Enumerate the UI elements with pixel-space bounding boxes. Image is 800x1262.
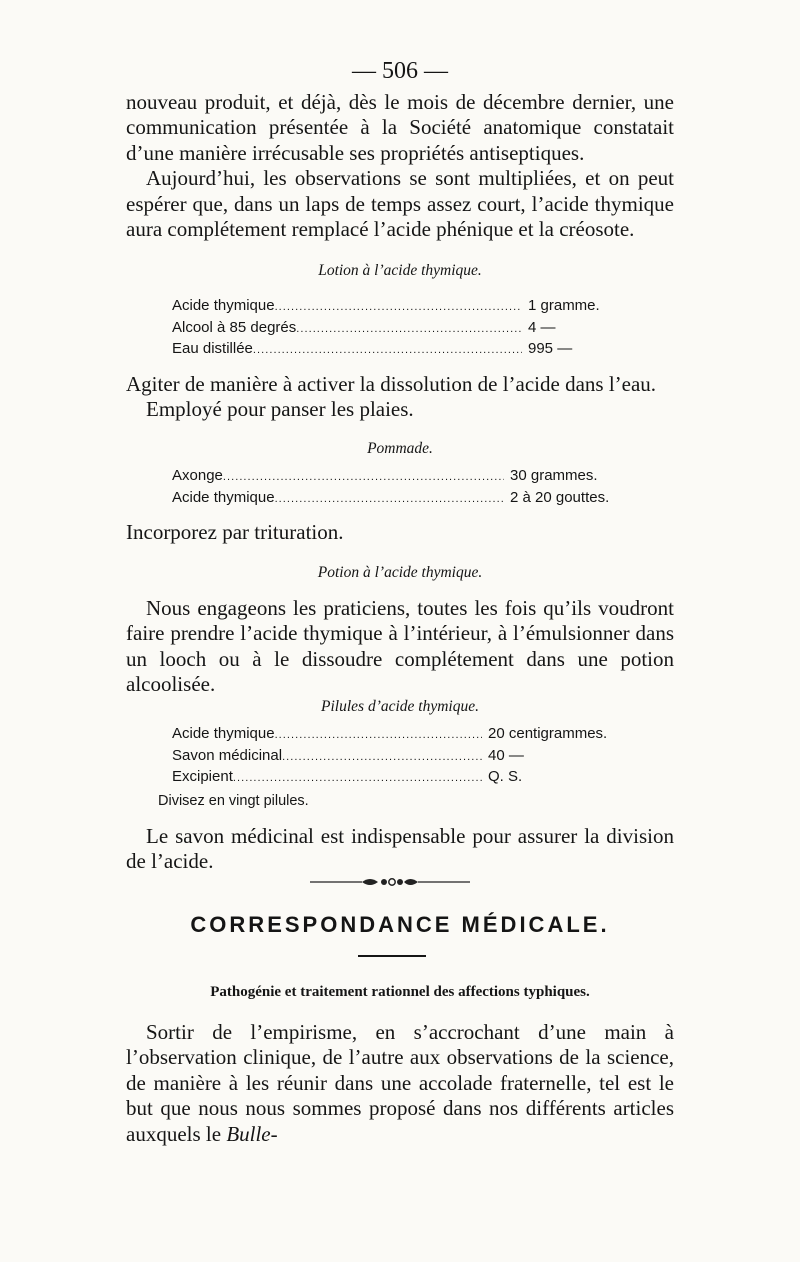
ingredient-name: Excipient xyxy=(172,768,233,785)
closing-text: Sortir de l’empirisme, en s’accrochant d’une main à l’observation clinique, de l’autre aux observations de la science, de manière à les réunir dans une accolade fraternelle, tel est le but que nous nous sommes proposé dans nos différents articles auxquels le xyxy=(126,1020,674,1146)
lotion-instruction-1: Agiter de manière à activer la dissolution de l’acide dans l’eau. xyxy=(126,372,657,396)
recipe-row xyxy=(172,318,620,340)
pommade-title: Pommade. xyxy=(367,440,433,457)
closing-text-block xyxy=(126,1020,674,1147)
ingredient-name: Acide thymique xyxy=(172,297,275,314)
savon-text: Le savon médicinal est indispensable pour assurer la division de l’acide. xyxy=(126,824,674,874)
section-title: CORRESPONDANCE MÉDICALE. xyxy=(190,912,610,937)
ingredient-name: Axonge xyxy=(172,467,223,484)
pilules-note: Divisez en vingt pilules. xyxy=(158,793,309,809)
section-subtitle: Pathogénie et traitement rationnel des affections typhiques. xyxy=(210,984,590,1000)
intro-text xyxy=(126,90,674,242)
ingredient-name: Eau distillée xyxy=(172,340,253,357)
potion-title: Potion à l’acide thymique. xyxy=(317,564,483,581)
ingredient-qty: 4 — xyxy=(528,318,556,336)
ingredient-name: Acide thymique xyxy=(172,725,275,742)
closing-paragraph xyxy=(126,1020,674,1147)
recipe-row xyxy=(172,767,628,789)
intro-paragraph-1: nouveau produit, et déjà, dès le mois de décembre dernier, une communication présentée à la Société anatomique constatait d’une manière irrécusable ses propriétés antiseptiques. xyxy=(126,90,674,165)
ingredient-name: Savon médicinal xyxy=(172,746,283,764)
ingredient-qty: 40 — xyxy=(488,746,524,764)
ingredient-qty: 30 grammes. xyxy=(510,467,598,484)
ingredient-qty: 1 gramme. xyxy=(528,297,600,314)
savon-text-block xyxy=(126,824,674,875)
recipe-row xyxy=(172,339,620,361)
pilules-title: Pilules d’acide thymique. xyxy=(321,698,479,715)
ingredient-qty: Q. S. xyxy=(488,768,523,785)
ingredient-qty: 2 à 20 gouttes. xyxy=(510,488,610,506)
lotion-title: Lotion à l’acide thymique. xyxy=(318,262,482,279)
closing-italic: Bulle- xyxy=(226,1121,278,1146)
pommade-instruction: Incorporez par trituration. xyxy=(126,520,344,544)
intro-paragraph-2: Aujourd’hui, les observations se sont multipliées, et on peut espérer que, dans un laps de temps assez court, l’acide thymique aura complétement remplacé l’acide phénique et la créosote. xyxy=(126,166,674,242)
pommade-recipe xyxy=(172,466,628,509)
section-rule xyxy=(358,955,426,957)
pilules-recipe xyxy=(172,724,628,789)
ingredient-qty: 20 centigrammes. xyxy=(488,725,608,742)
lotion-instruction-2: Employé pour panser les plaies. xyxy=(146,397,414,422)
lotion-instructions xyxy=(126,372,674,423)
potion-text-block xyxy=(126,596,674,698)
pommade-instruction-block xyxy=(126,520,674,545)
recipe-row xyxy=(172,746,628,768)
ingredient-name: Acide thymique xyxy=(172,488,275,506)
recipe-row xyxy=(172,724,628,746)
ingredient-name: Alcool à 85 degrés xyxy=(172,318,297,336)
lotion-recipe xyxy=(172,296,620,361)
recipe-row xyxy=(172,488,628,510)
decorative-ornament-icon xyxy=(310,874,470,890)
ingredient-qty: 995 — xyxy=(528,340,573,357)
recipe-row xyxy=(172,466,628,488)
page-number: — 506 — xyxy=(352,58,448,84)
recipe-row xyxy=(172,296,620,318)
potion-text: Nous engageons les praticiens, toutes les fois qu’ils voudront faire prendre l’acide thymique à l’intérieur, à l’émulsionner dans un looch ou à le dissoudre complétement dans une potion alcoolisée. xyxy=(126,596,674,697)
